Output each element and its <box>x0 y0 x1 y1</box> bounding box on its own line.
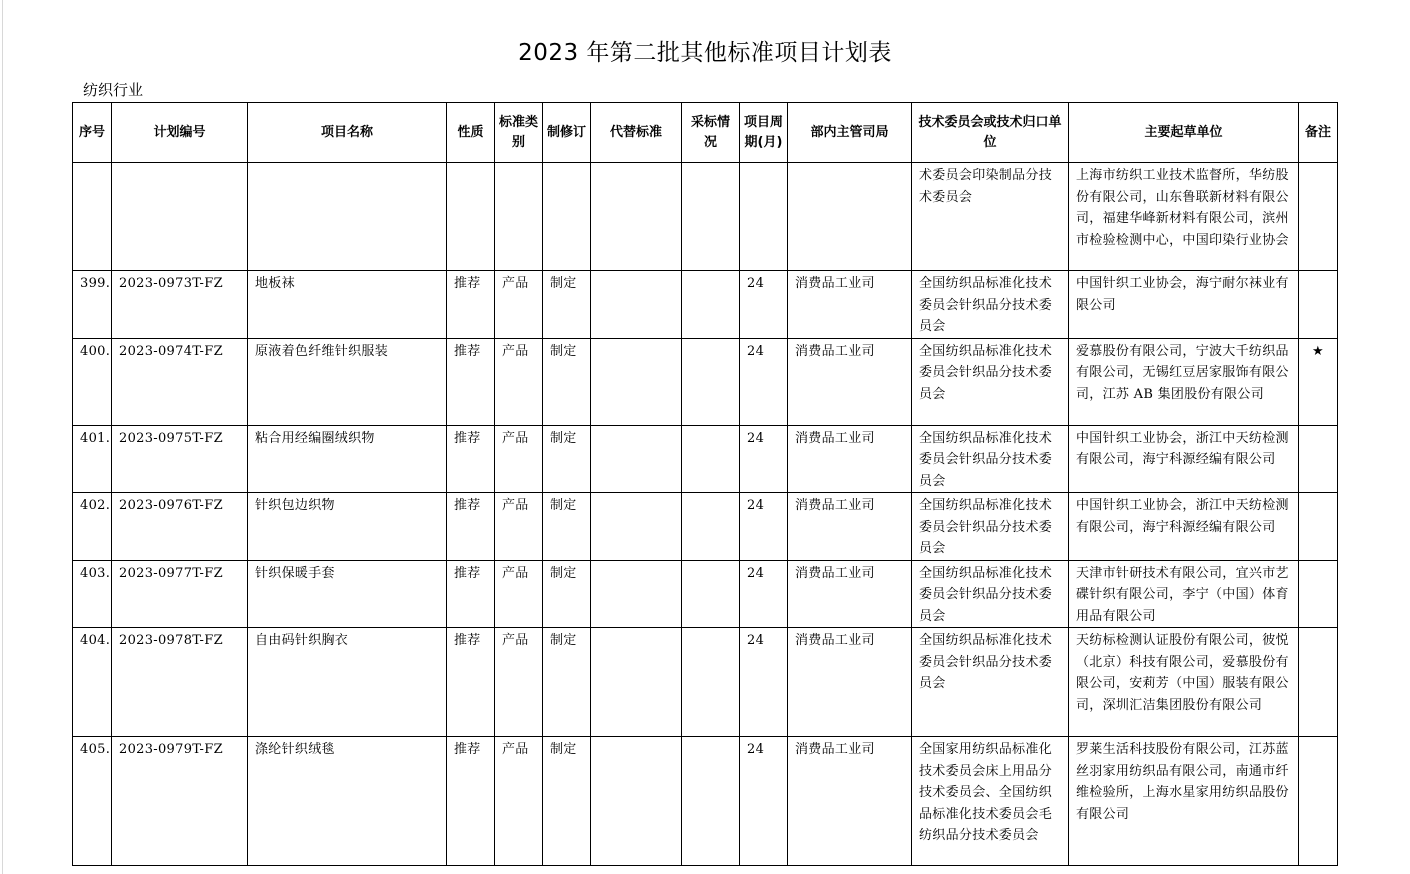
header-committee: 技术委员会或技术归口单位 <box>912 103 1069 163</box>
cell-nature: 推荐 <box>447 338 495 425</box>
document-title: 2023 年第二批其他标准项目计划表 <box>518 40 892 66</box>
cell-code: 2023-0977T-FZ <box>112 560 248 628</box>
cell-name: 针织包边织物 <box>248 493 447 561</box>
cell-replace <box>591 560 682 628</box>
cell-revise <box>543 163 591 271</box>
header-period: 项目周期(月) <box>740 103 788 163</box>
cell-replace <box>591 628 682 737</box>
cell-replace <box>591 338 682 425</box>
cell-category: 产品 <box>495 425 543 493</box>
header-drafter: 主要起草单位 <box>1069 103 1299 163</box>
cell-adopt <box>682 560 740 628</box>
cell-code: 2023-0978T-FZ <box>112 628 248 737</box>
header-replace: 代替标准 <box>591 103 682 163</box>
cell-dept: 消费品工业司 <box>788 628 912 737</box>
cell-no: 405. <box>73 737 112 866</box>
cell-note <box>1299 271 1338 339</box>
cell-note <box>1299 163 1338 271</box>
cell-committee: 全国纺织品标准化技术委员会针织品分技术委员会 <box>912 493 1069 561</box>
cell-adopt <box>682 493 740 561</box>
cell-period: 24 <box>740 338 788 425</box>
cell-drafter: 天纺标检测认证股份有限公司，彼悦（北京）科技有限公司，爱慕股份有限公司，安莉芳（中国）服装有限公司，深圳汇洁集团股份有限公司 <box>1069 628 1299 737</box>
cell-note <box>1299 560 1338 628</box>
cell-revise: 制定 <box>543 737 591 866</box>
table-row <box>73 628 1338 737</box>
table-row <box>73 493 1338 561</box>
cell-dept: 消费品工业司 <box>788 425 912 493</box>
cell-category: 产品 <box>495 493 543 561</box>
cell-adopt <box>682 628 740 737</box>
table-row <box>73 425 1338 493</box>
cell-note <box>1299 628 1338 737</box>
cell-revise: 制定 <box>543 560 591 628</box>
star-mark-icon: ★ <box>1299 338 1338 425</box>
cell-committee: 全国纺织品标准化技术委员会针织品分技术委员会 <box>912 560 1069 628</box>
cell-nature: 推荐 <box>447 628 495 737</box>
cell-replace <box>591 493 682 561</box>
cell-no: 401. <box>73 425 112 493</box>
cell-dept: 消费品工业司 <box>788 560 912 628</box>
cell-dept: 消费品工业司 <box>788 271 912 339</box>
header-revise: 制修订 <box>543 103 591 163</box>
cell-name: 自由码针织胸衣 <box>248 628 447 737</box>
header-note: 备注 <box>1299 103 1338 163</box>
cell-dept: 消费品工业司 <box>788 338 912 425</box>
table-row <box>73 560 1338 628</box>
header-name: 项目名称 <box>248 103 447 163</box>
cell-revise: 制定 <box>543 271 591 339</box>
cell-dept: 消费品工业司 <box>788 493 912 561</box>
header-category: 标准类别 <box>495 103 543 163</box>
cell-committee: 全国纺织品标准化技术委员会针织品分技术委员会 <box>912 338 1069 425</box>
cell-period: 24 <box>740 628 788 737</box>
page-edge <box>2 0 3 874</box>
cell-no: 399. <box>73 271 112 339</box>
cell-replace <box>591 737 682 866</box>
header-dept: 部内主管司局 <box>788 103 912 163</box>
cell-nature: 推荐 <box>447 271 495 339</box>
cell-revise: 制定 <box>543 425 591 493</box>
cell-code: 2023-0975T-FZ <box>112 425 248 493</box>
cell-period: 24 <box>740 425 788 493</box>
cell-name: 原液着色纤维针织服装 <box>248 338 447 425</box>
cell-dept <box>788 163 912 271</box>
cell-adopt <box>682 425 740 493</box>
cell-replace <box>591 425 682 493</box>
cell-category: 产品 <box>495 271 543 339</box>
cell-period <box>740 163 788 271</box>
cell-committee: 术委员会印染制品分技术委员会 <box>912 163 1069 271</box>
cell-nature <box>447 163 495 271</box>
cell-note <box>1299 737 1338 866</box>
cell-name: 地板袜 <box>248 271 447 339</box>
cell-dept: 消费品工业司 <box>788 737 912 866</box>
cell-nature: 推荐 <box>447 560 495 628</box>
cell-drafter: 上海市纺织工业技术监督所，华纺股份有限公司，山东鲁联新材料有限公司，福建华峰新材料有限公司，滨州市检验检测中心，中国印染行业协会 <box>1069 163 1299 271</box>
cell-code <box>112 163 248 271</box>
header-nature: 性质 <box>447 103 495 163</box>
cell-name <box>248 163 447 271</box>
cell-category: 产品 <box>495 338 543 425</box>
header-no: 序号 <box>73 103 112 163</box>
table-row <box>73 338 1338 425</box>
cell-drafter: 中国针织工业协会，浙江中天纺检测有限公司，海宁科源经编有限公司 <box>1069 493 1299 561</box>
cell-category: 产品 <box>495 628 543 737</box>
cell-drafter: 天津市针研技术有限公司，宜兴市艺碟针织有限公司，李宁（中国）体育用品有限公司 <box>1069 560 1299 628</box>
cell-nature: 推荐 <box>447 493 495 561</box>
cell-drafter: 罗莱生活科技股份有限公司，江苏蓝丝羽家用纺织品有限公司，南通市纤维检验所，上海水星家用纺织品股份有限公司 <box>1069 737 1299 866</box>
cell-name: 涤纶针织绒毯 <box>248 737 447 866</box>
cell-category: 产品 <box>495 737 543 866</box>
header-adopt: 采标情况 <box>682 103 740 163</box>
cell-drafter: 爱慕股份有限公司，宁波大千纺织品有限公司，无锡红豆居家服饰有限公司，江苏 AB 集团股份有限公司 <box>1069 338 1299 425</box>
cell-no: 400. <box>73 338 112 425</box>
cell-period: 24 <box>740 271 788 339</box>
cell-committee: 全国纺织品标准化技术委员会针织品分技术委员会 <box>912 628 1069 737</box>
cell-no: 403. <box>73 560 112 628</box>
cell-no: 404. <box>73 628 112 737</box>
cell-note <box>1299 493 1338 561</box>
header-row <box>73 103 1338 163</box>
cell-committee: 全国纺织品标准化技术委员会针织品分技术委员会 <box>912 425 1069 493</box>
cell-adopt <box>682 163 740 271</box>
cell-code: 2023-0974T-FZ <box>112 338 248 425</box>
cell-no: 402. <box>73 493 112 561</box>
section-label: 纺织行业 <box>83 81 144 99</box>
cell-replace <box>591 271 682 339</box>
cell-revise: 制定 <box>543 493 591 561</box>
cell-revise: 制定 <box>543 338 591 425</box>
cell-adopt <box>682 737 740 866</box>
header-code: 计划编号 <box>112 103 248 163</box>
cell-drafter: 中国针织工业协会，海宁耐尔袜业有限公司 <box>1069 271 1299 339</box>
cell-adopt <box>682 271 740 339</box>
cell-committee: 全国纺织品标准化技术委员会针织品分技术委员会 <box>912 271 1069 339</box>
cell-note <box>1299 425 1338 493</box>
standards-plan-table <box>72 102 1338 866</box>
cell-name: 粘合用经编圈绒织物 <box>248 425 447 493</box>
cell-revise: 制定 <box>543 628 591 737</box>
table-row <box>73 271 1338 339</box>
cell-category <box>495 163 543 271</box>
cell-adopt <box>682 338 740 425</box>
cell-nature: 推荐 <box>447 425 495 493</box>
cell-name: 针织保暖手套 <box>248 560 447 628</box>
cell-period: 24 <box>740 737 788 866</box>
table-row <box>73 737 1338 866</box>
cell-code: 2023-0973T-FZ <box>112 271 248 339</box>
cell-replace <box>591 163 682 271</box>
cell-drafter: 中国针织工业协会，浙江中天纺检测有限公司，海宁科源经编有限公司 <box>1069 425 1299 493</box>
cell-period: 24 <box>740 493 788 561</box>
cell-code: 2023-0979T-FZ <box>112 737 248 866</box>
cell-committee: 全国家用纺织品标准化技术委员会床上用品分技术委员会、全国纺织品标准化技术委员会毛纺织品分技术委员会 <box>912 737 1069 866</box>
cell-no <box>73 163 112 271</box>
cell-code: 2023-0976T-FZ <box>112 493 248 561</box>
table-row <box>73 163 1338 271</box>
cell-period: 24 <box>740 560 788 628</box>
cell-category: 产品 <box>495 560 543 628</box>
cell-nature: 推荐 <box>447 737 495 866</box>
